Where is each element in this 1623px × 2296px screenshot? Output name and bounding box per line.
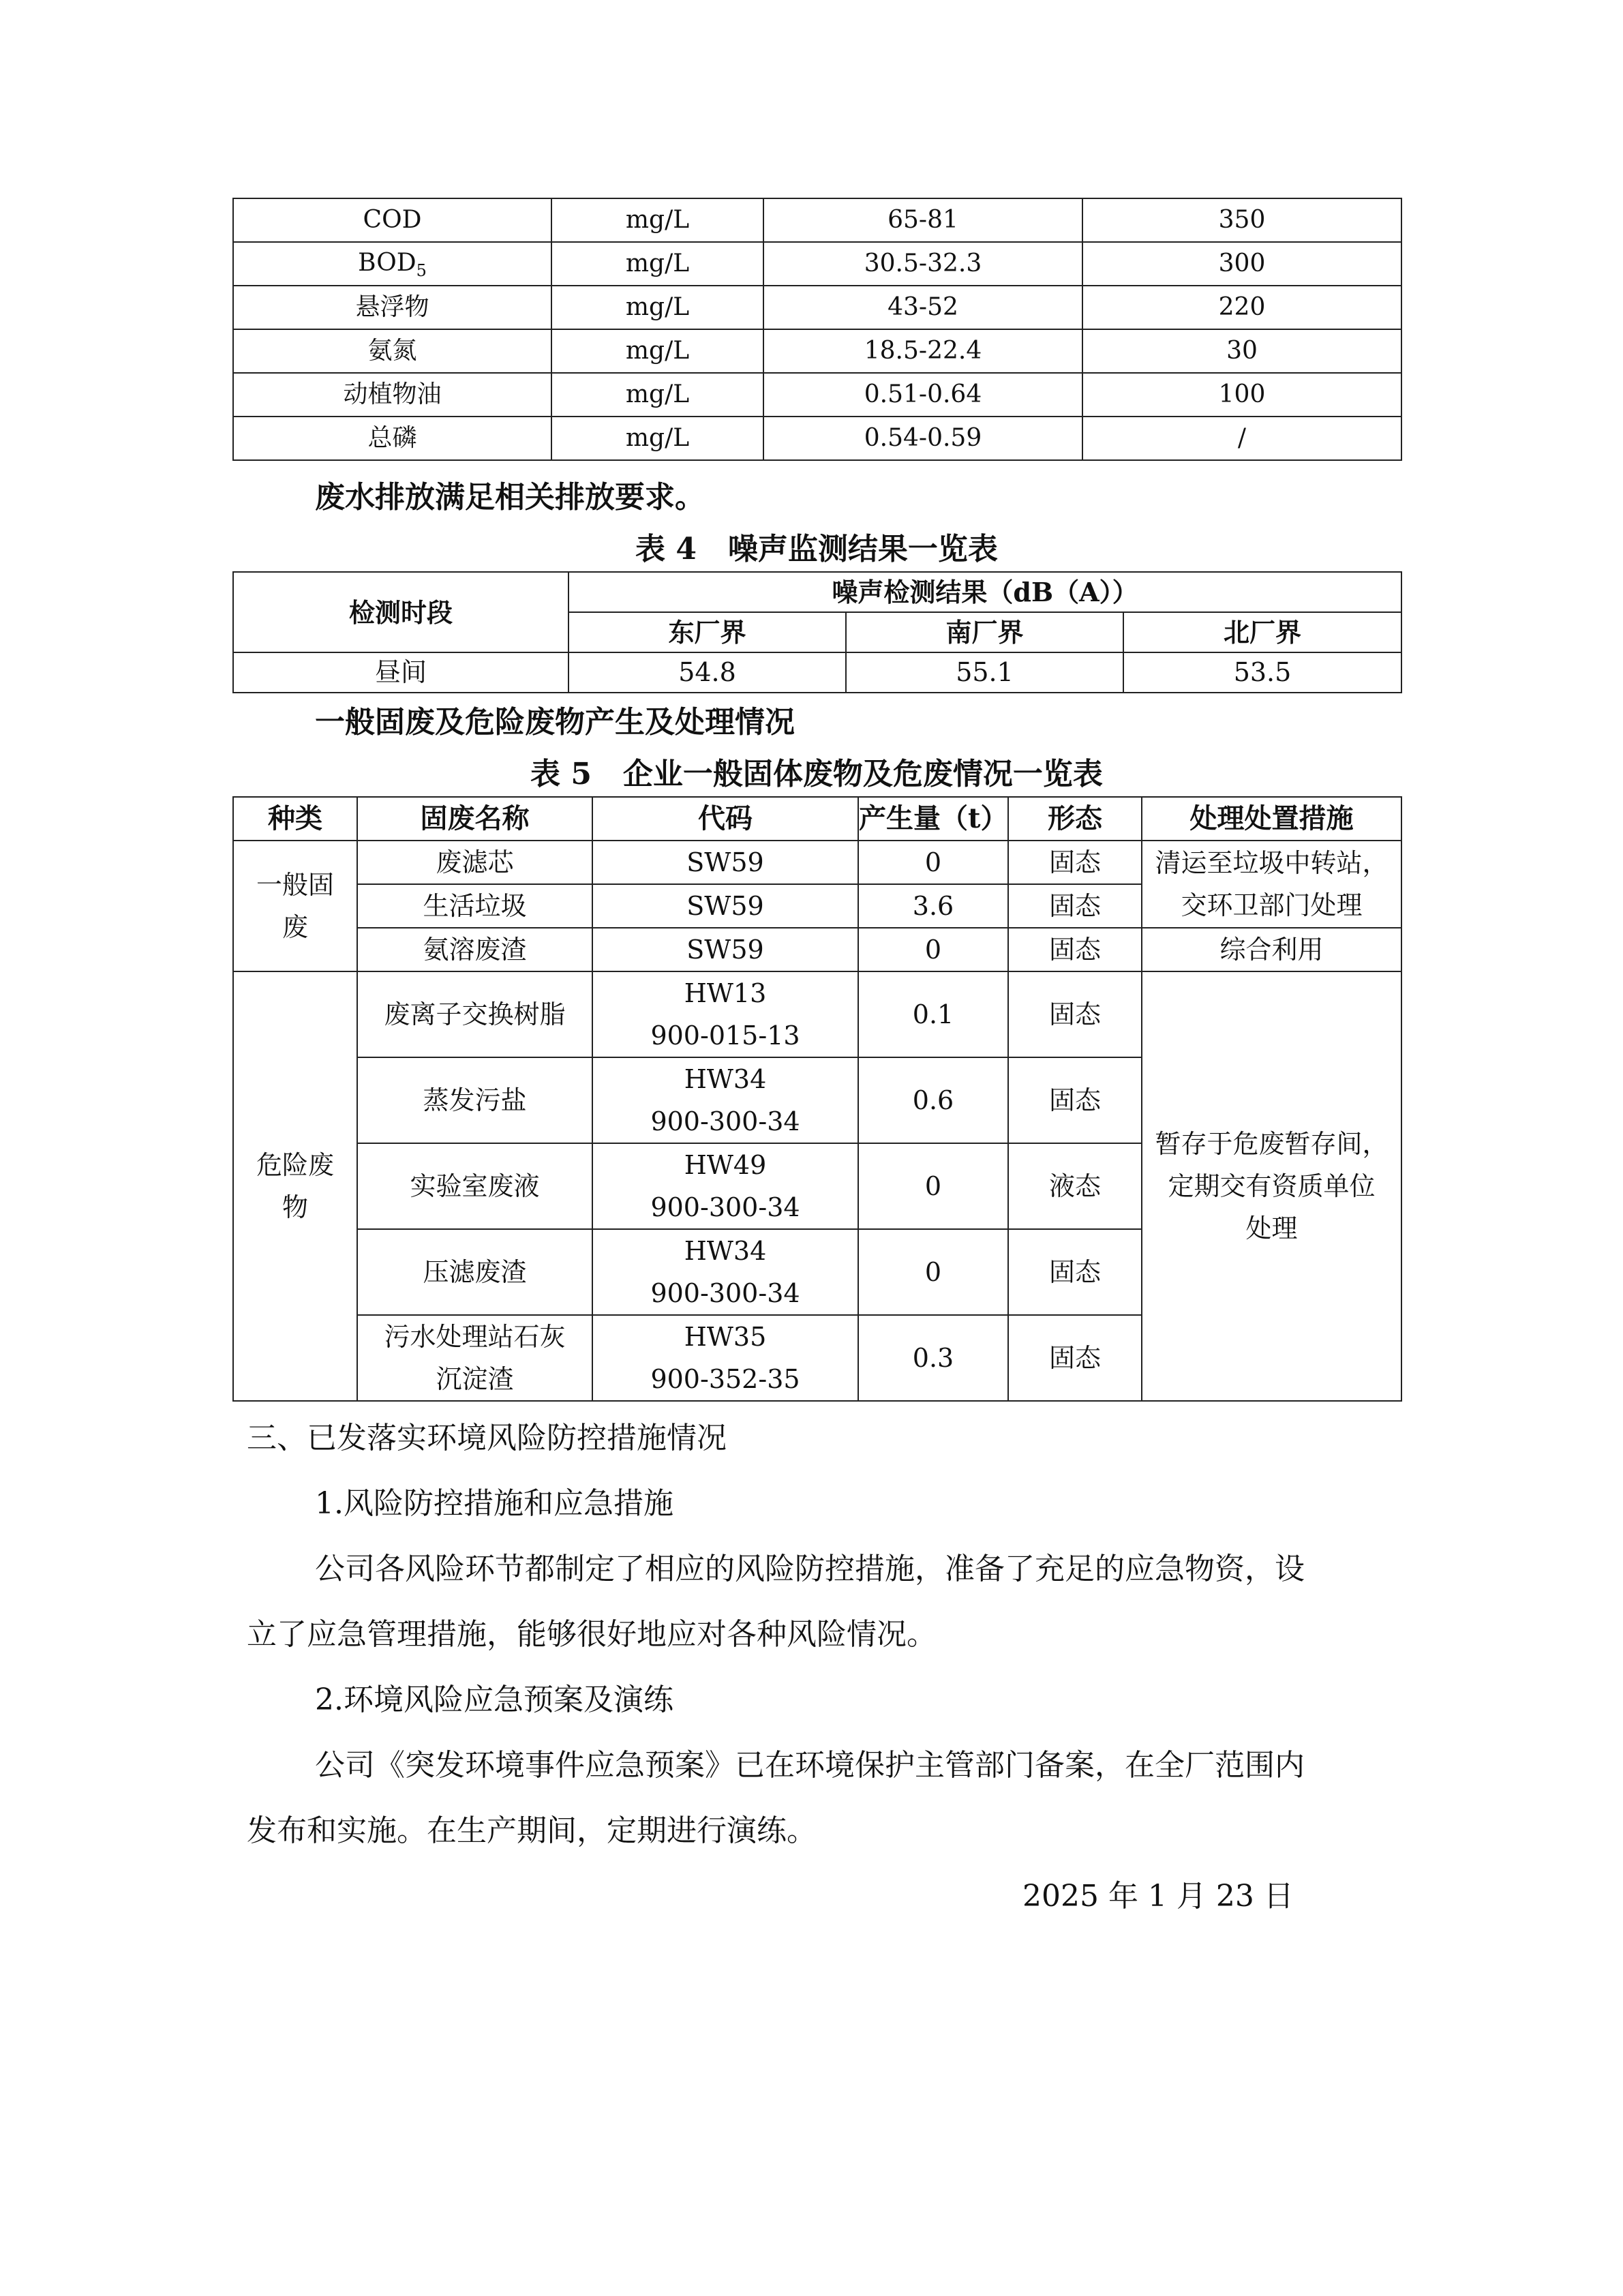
waste-form: 固态 [1008, 1229, 1142, 1315]
header-disposal: 处理处置措施 [1142, 797, 1401, 841]
waste-code: HW35 900-352-35 [592, 1315, 858, 1401]
waste-amount: 0.6 [858, 1057, 1008, 1143]
unit: mg/L [551, 373, 763, 417]
waste-form: 固态 [1008, 1315, 1142, 1401]
section3-para1-line1: 公司各风险环节都制定了相应的风险防控措施，准备了充足的应急物资，设 [315, 1552, 1305, 1586]
unit: mg/L [551, 417, 763, 460]
waste-amount: 0 [858, 1229, 1008, 1315]
measured-range: 65-81 [763, 198, 1082, 242]
solid-waste-heading: 一般固废及危险废物产生及处理情况 [315, 705, 795, 740]
waste-code: SW59 [592, 884, 858, 928]
section3-para1-line2: 立了应急管理措施，能够很好地应对各种风险情况。 [247, 1617, 937, 1652]
general-disposal: 清运至垃圾中转站， 交环卫部门处理 [1142, 841, 1401, 928]
document-date: 2025 年 1 月 23 日 [1022, 1879, 1294, 1914]
noise-east-value: 54.8 [568, 652, 846, 693]
section3-sub1: 1.风险防控措施和应急措施 [315, 1486, 673, 1521]
waste-code: SW59 [592, 841, 858, 884]
wastewater-conclusion: 废水排放满足相关排放要求。 [315, 480, 705, 515]
waste-code: HW13 900-015-13 [592, 971, 858, 1057]
unit: mg/L [551, 198, 763, 242]
pollutant-name: COD [233, 198, 551, 242]
unit: mg/L [551, 242, 763, 286]
limit-value: 220 [1082, 286, 1401, 329]
noise-header-south: 南厂界 [846, 612, 1123, 652]
header-kind: 种类 [233, 797, 357, 841]
noise-header-east: 东厂界 [568, 612, 846, 652]
waste-amount: 0 [858, 928, 1008, 971]
wastewater-table [232, 198, 1402, 461]
waste-name: 废离子交换树脂 [357, 971, 592, 1057]
section3-para2-line1: 公司《突发环境事件应急预案》已在环境保护主管部门备案，在全厂范围内 [315, 1748, 1305, 1783]
waste-amount: 0 [858, 841, 1008, 884]
waste-form: 固态 [1008, 928, 1142, 971]
header-amount: 产生量（t） [858, 797, 1008, 841]
waste-form: 固态 [1008, 971, 1142, 1057]
waste-form: 液态 [1008, 1143, 1142, 1229]
hazardous-waste-kind: 危险废 物 [233, 971, 357, 1401]
limit-value: / [1082, 417, 1401, 460]
header-form: 形态 [1008, 797, 1142, 841]
limit-value: 350 [1082, 198, 1401, 242]
measured-range: 0.51-0.64 [763, 373, 1082, 417]
waste-code: HW34 900-300-34 [592, 1057, 858, 1143]
measured-range: 0.54-0.59 [763, 417, 1082, 460]
noise-table [232, 571, 1402, 693]
waste-name: 废滤芯 [357, 841, 592, 884]
unit: mg/L [551, 286, 763, 329]
section3-heading: 三、已发落实环境风险防控措施情况 [247, 1421, 727, 1455]
noise-header-period: 检测时段 [233, 572, 568, 652]
waste-amount: 3.6 [858, 884, 1008, 928]
measured-range: 18.5-22.4 [763, 329, 1082, 373]
pollutant-name: 动植物油 [233, 373, 551, 417]
general-disposal-2: 综合利用 [1142, 928, 1401, 971]
noise-table-caption: 表 4 噪声监测结果一览表 [635, 532, 998, 567]
unit: mg/L [551, 329, 763, 373]
section3-para2-line2: 发布和实施。在生产期间，定期进行演练。 [247, 1813, 817, 1848]
noise-north-value: 53.5 [1123, 652, 1401, 693]
waste-code: HW34 900-300-34 [592, 1229, 858, 1315]
wastewater-row [233, 417, 1401, 460]
waste-form: 固态 [1008, 884, 1142, 928]
general-waste-kind: 一般固 废 [233, 841, 357, 971]
wastewater-row [233, 373, 1401, 417]
waste-table [232, 796, 1402, 1402]
pollutant-name: 悬浮物 [233, 286, 551, 329]
waste-table-caption: 表 5 企业一般固体废物及危废情况一览表 [530, 757, 1103, 791]
waste-form: 固态 [1008, 841, 1142, 884]
hazardous-disposal: 暂存于危废暂存间， 定期交有资质单位 处理 [1142, 971, 1401, 1401]
wastewater-row [233, 286, 1401, 329]
noise-header-north: 北厂界 [1123, 612, 1401, 652]
wastewater-row [233, 198, 1401, 242]
limit-value: 100 [1082, 373, 1401, 417]
waste-amount: 0.3 [858, 1315, 1008, 1401]
waste-name: 污水处理站石灰 沉淀渣 [357, 1315, 592, 1401]
waste-amount: 0.1 [858, 971, 1008, 1057]
waste-name: 氨溶废渣 [357, 928, 592, 971]
wastewater-row [233, 242, 1401, 286]
waste-code: SW59 [592, 928, 858, 971]
waste-amount: 0 [858, 1143, 1008, 1229]
limit-value: 300 [1082, 242, 1401, 286]
measured-range: 43-52 [763, 286, 1082, 329]
section3-sub2: 2.环境风险应急预案及演练 [315, 1682, 673, 1717]
noise-header-result: 噪声检测结果（dB（A）） [568, 572, 1401, 612]
waste-name: 实验室废液 [357, 1143, 592, 1229]
pollutant-name: $BOD_5$ [233, 242, 551, 286]
noise-period-day: 昼间 [233, 652, 568, 693]
header-code: 代码 [592, 797, 858, 841]
header-name: 固废名称 [357, 797, 592, 841]
waste-name: 生活垃圾 [357, 884, 592, 928]
waste-name: 压滤废渣 [357, 1229, 592, 1315]
waste-code: HW49 900-300-34 [592, 1143, 858, 1229]
pollutant-name: 氨氮 [233, 329, 551, 373]
noise-south-value: 55.1 [846, 652, 1123, 693]
waste-form: 固态 [1008, 1057, 1142, 1143]
pollutant-name: 总磷 [233, 417, 551, 460]
measured-range: 30.5-32.3 [763, 242, 1082, 286]
waste-name: 蒸发污盐 [357, 1057, 592, 1143]
limit-value: 30 [1082, 329, 1401, 373]
wastewater-row [233, 329, 1401, 373]
